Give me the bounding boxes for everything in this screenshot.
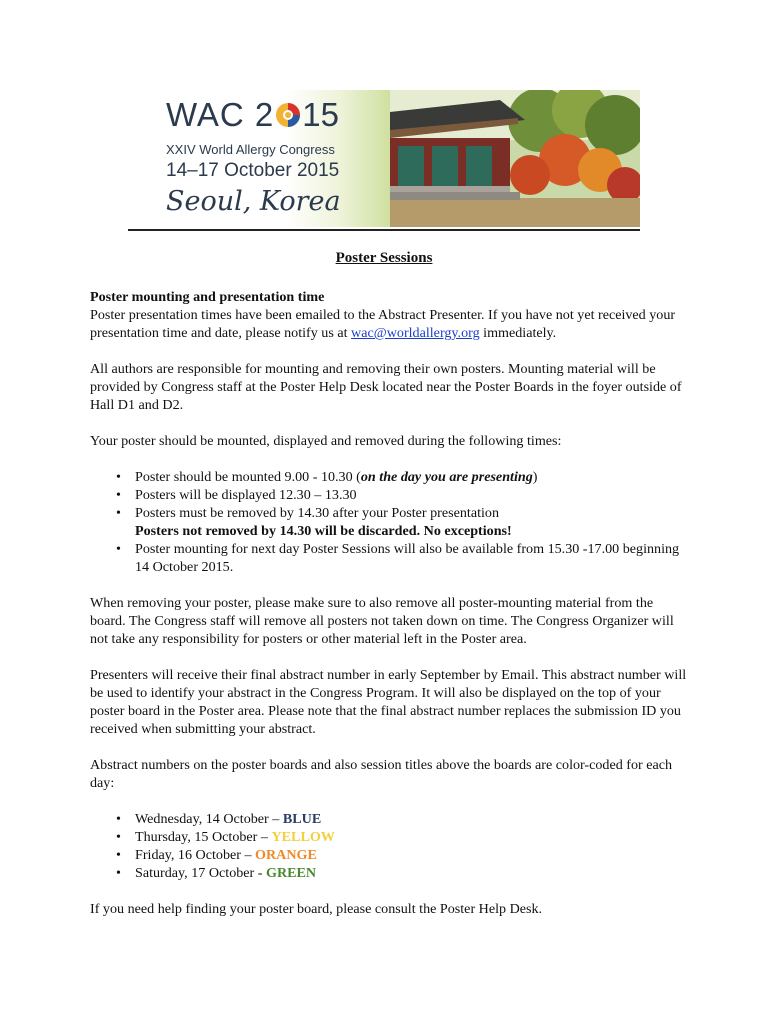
- times-intro-paragraph: Your poster should be mounted, displayed and removed during the following times:: [90, 433, 562, 449]
- page-title: Poster Sessions: [335, 250, 433, 266]
- list-item-displayed: • Posters will be displayed 12.30 – 13.30: [135, 486, 690, 504]
- logo-prefix: WAC 2: [166, 96, 275, 133]
- mounted-time-text: Poster should be mounted 9.00 - 10.30 (: [135, 469, 361, 485]
- poster-times-list: [90, 468, 690, 576]
- congress-name: XXIV World Allergy Congress: [166, 142, 335, 157]
- list-item-day-wednesday: [135, 810, 690, 828]
- contact-email-link[interactable]: wac@worldallergy.org: [351, 325, 480, 341]
- congress-dates: 14–17 October 2015: [166, 160, 340, 181]
- mounting-responsibility-paragraph: All authors are responsible for mounting and removing their own posters. Mounting material will be provided by Congress staff at the Poster Help Desk located near the Poster Boards in the foyer outside of Hall D1 and D2.: [90, 361, 682, 413]
- korean-pavilion-photo: [390, 90, 640, 227]
- mounted-close: ): [532, 469, 538, 485]
- congress-swirl-logo-icon: [275, 102, 301, 128]
- list-item-day-thursday: [135, 828, 690, 846]
- day-color-orange: ORANGE: [255, 847, 317, 863]
- day-color-green: GREEN: [265, 865, 317, 881]
- section-mounting-presentation: [90, 288, 690, 342]
- banner-text-panel: [160, 90, 390, 227]
- list-item-removed: [135, 504, 690, 540]
- day-color-yellow: YELLOW: [271, 829, 335, 845]
- document-body: [90, 288, 690, 936]
- help-desk-paragraph: If you need help finding your poster board, please consult the Poster Help Desk.: [90, 901, 543, 917]
- removal-warning: Posters not removed by 14.30 will be discarded. No exceptions!: [135, 523, 512, 539]
- section-heading: Poster mounting and presentation time: [90, 289, 325, 305]
- header-divider: [128, 229, 640, 231]
- day-label: Wednesday, 14 October –: [135, 811, 283, 827]
- removing-poster-paragraph: When removing your poster, please make sure to also remove all poster-mounting material from the board. The Congress staff will remove all posters not taken down on time. The Congress Organizer will not take any responsibility for posters or other material left in the Poster area.: [90, 595, 674, 647]
- congress-city: Seoul, Korea: [166, 186, 341, 217]
- abstract-number-paragraph: Presenters will receive their final abstract number in early September by Email. This abstract number will be used to identify your abstract in the Congress Program. It will also be displayed on the top of your poster board in the Poster area. Please note that the final abstract number replaces the submission ID you received when submitting your abstract.: [90, 667, 687, 737]
- list-item-day-saturday: [135, 864, 690, 882]
- day-label: Saturday, 17 October -: [135, 865, 266, 881]
- color-coding-intro-paragraph: Abstract numbers on the poster boards and also session titles above the boards are color-coded for each day:: [90, 757, 673, 791]
- list-item-mounted: [135, 468, 690, 486]
- day-label: Friday, 16 October –: [135, 847, 256, 863]
- pavilion-photo-illustration: [390, 90, 640, 227]
- day-color-blue: BLUE: [282, 811, 322, 827]
- removed-time-text: Posters must be removed by 14.30 after your Poster presentation: [135, 505, 500, 521]
- wac-banner: [160, 90, 640, 227]
- presentation-times-text: Poster presentation times have been emailed to the Abstract Presenter. If you have not yet received your presentation time and date, please notify us at: [90, 307, 676, 341]
- day-colors-list: [90, 810, 690, 882]
- day-label: Thursday, 15 October –: [135, 829, 272, 845]
- presentation-times-text-end: immediately.: [479, 325, 557, 341]
- list-item-next-day: • Poster mounting for next day Poster Sessions will also be available from 15.30 -17.00 beginning 14 October 2015.: [135, 540, 690, 576]
- list-item-day-friday: [135, 846, 690, 864]
- wac-logo: [166, 98, 339, 131]
- mounted-note: on the day you are presenting: [360, 469, 533, 485]
- logo-suffix: 15: [302, 96, 340, 133]
